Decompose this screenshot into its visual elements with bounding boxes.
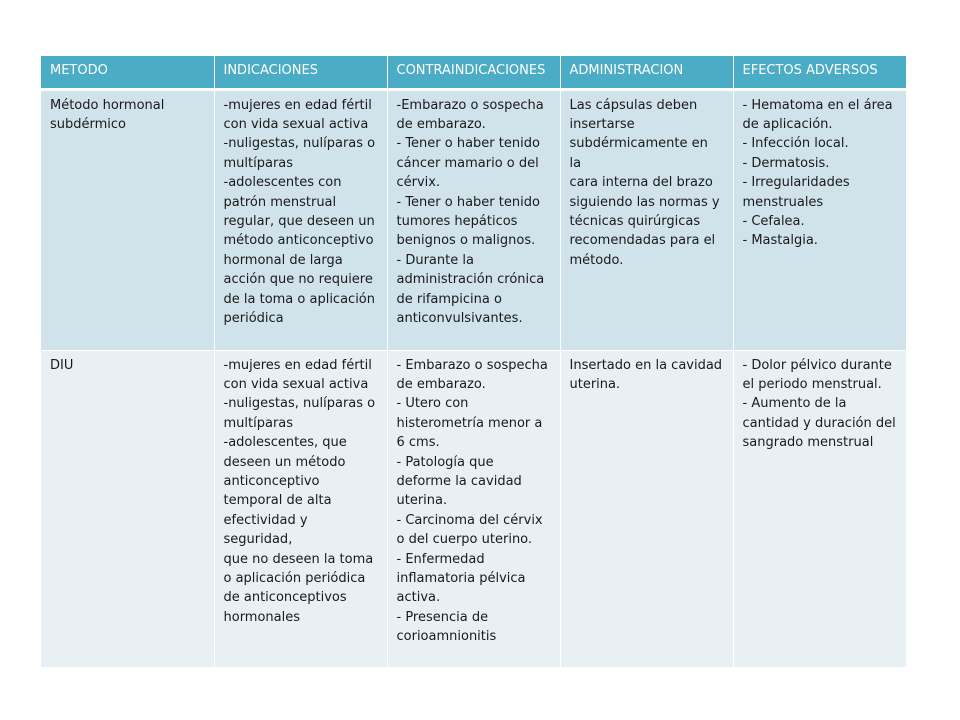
- cell-efectos-adversos: [733, 350, 906, 667]
- table-row: [41, 89, 906, 350]
- comparison-table-container: [41, 56, 906, 668]
- header-indicaciones: INDICACIONES: [214, 56, 387, 89]
- efectos-adversos-text: - Dolor pélvico durante el periodo menstrual. - Aumento de la cantidad y duración del sangrado menstrual: [742, 357, 896, 451]
- table-header: [41, 56, 906, 89]
- metodo-text: DIU: [50, 357, 74, 373]
- header-efectos-adversos: EFECTOS ADVERSOS: [733, 56, 906, 89]
- contraceptive-methods-table: [41, 56, 906, 668]
- indicaciones-text: -mujeres en edad fértil con vida sexual activa -nuligestas, nulíparas o multíparas -adolescentes con patrón menstrual regular, que deseen un método anticonceptivo hormonal de larga acción que no requiere de la toma o aplicación periódica: [223, 97, 376, 326]
- metodo-text: Método hormonal subdérmico: [50, 97, 165, 132]
- header-administracion: ADMINISTRACION: [560, 56, 733, 89]
- table-row: [41, 350, 906, 667]
- contraindicaciones-text: - Embarazo o sospecha de embarazo. - Utero con histerometría menor a 6 cms. - Patología que deforme la cavidad uterina. - Carcinoma del cérvix o del cuerpo uterino. - Enfermedad inflamatoria pélvica activa. - Presencia de corioamnionitis: [396, 357, 548, 645]
- cell-administracion: [560, 350, 733, 667]
- cell-administracion: [560, 89, 733, 350]
- cell-indicaciones: [214, 89, 387, 350]
- cell-contraindicaciones: [387, 89, 560, 350]
- contraindicaciones-text: -Embarazo o sospecha de embarazo. - Tener o haber tenido cáncer mamario o del cérvix. - Tener o haber tenido tumores hepáticos benignos o malignos. - Durante la administración crónica de rifampicina o anticonvulsivantes.: [396, 97, 545, 326]
- administracion-text: Insertado en la cavidad uterina.: [569, 357, 723, 392]
- header-metodo: METODO: [41, 56, 214, 89]
- efectos-adversos-text: - Hematoma en el área de aplicación. - Infección local. - Dermatosis. - Irregularidades menstruales - Cefalea. - Mastalgia.: [742, 97, 893, 249]
- header-contraindicaciones: CONTRAINDICACIONES: [387, 56, 560, 89]
- indicaciones-text: -mujeres en edad fértil con vida sexual activa -nuligestas, nulíparas o multíparas -adolescentes, que deseen un método anticonceptivo temporal de alta efectividad y seguridad, que no deseen la toma o aplicación periódica de anticonceptivos hormonales: [223, 357, 376, 625]
- cell-metodo: [41, 89, 214, 350]
- cell-metodo: [41, 350, 214, 667]
- header-row: [41, 56, 906, 89]
- cell-indicaciones: [214, 350, 387, 667]
- administracion-text: Las cápsulas deben insertarse subdérmicamente en la cara interna del brazo siguiendo las normas y técnicas quirúrgicas recomendadas para el método.: [569, 97, 720, 268]
- table-body: [41, 89, 906, 667]
- cell-contraindicaciones: [387, 350, 560, 667]
- cell-efectos-adversos: [733, 89, 906, 350]
